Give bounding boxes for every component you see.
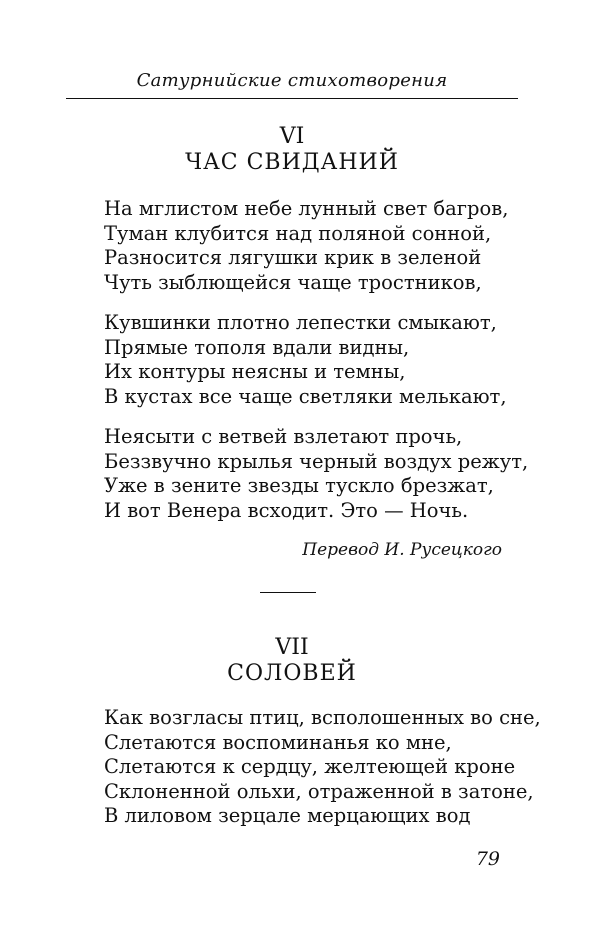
header-rule (66, 98, 518, 99)
translator-credit: Перевод И. Русецкого (302, 540, 502, 560)
verse-line: Прямые тополя вдали видны, (104, 335, 410, 359)
verse-line: Уже в зените звезды тускло брезжат, (104, 474, 494, 497)
poem-number: VII (275, 635, 309, 660)
page-number: 79 (475, 848, 500, 870)
verse-line: В лиловом зерцале мерцающих вод (104, 804, 471, 827)
verse-line: Склоненной ольхи, отраженной в затоне, (104, 779, 534, 803)
stanza (104, 311, 524, 409)
verse-line: Чуть зыблющейся чаще тростников, (104, 270, 482, 294)
verse-line: Неясыти с ветвей взлетают прочь, (104, 425, 463, 448)
verse-line: Слетаются воспоминанья ко мне, (104, 730, 452, 754)
verse-line: Слетаются к сердцу, желтеющей кроне (104, 755, 516, 778)
verse-line: Кувшинки плотно лепестки смыкают, (104, 311, 497, 334)
verse-line: Разносится лягушки крик в зеленой (104, 246, 482, 269)
poem-title: ЧАС СВИДАНИЙ (185, 150, 399, 175)
stanza (104, 706, 541, 829)
poem-number: VI (279, 124, 305, 149)
stanza (104, 197, 524, 295)
verse-line: Как возгласы птиц, всполошенных во сне, (104, 706, 541, 729)
verse-line: Беззвучно крылья черный воздух режут, (104, 449, 529, 473)
verse-line: Их контуры неясны и темны, (104, 360, 406, 383)
running-head: Сатурнийские стихотворения (136, 70, 448, 91)
section-divider (260, 592, 316, 593)
verse-line: На мглистом небе лунный свет багров, (104, 197, 509, 220)
verse-line: Туман клубится над поляной сонной, (104, 221, 492, 245)
verse-line: И вот Венера всходит. Это — Ночь. (104, 498, 469, 522)
verse-line: В кустах все чаще светляки мелькают, (104, 384, 507, 408)
stanza (104, 425, 529, 523)
poem-title: СОЛОВЕЙ (227, 661, 357, 686)
